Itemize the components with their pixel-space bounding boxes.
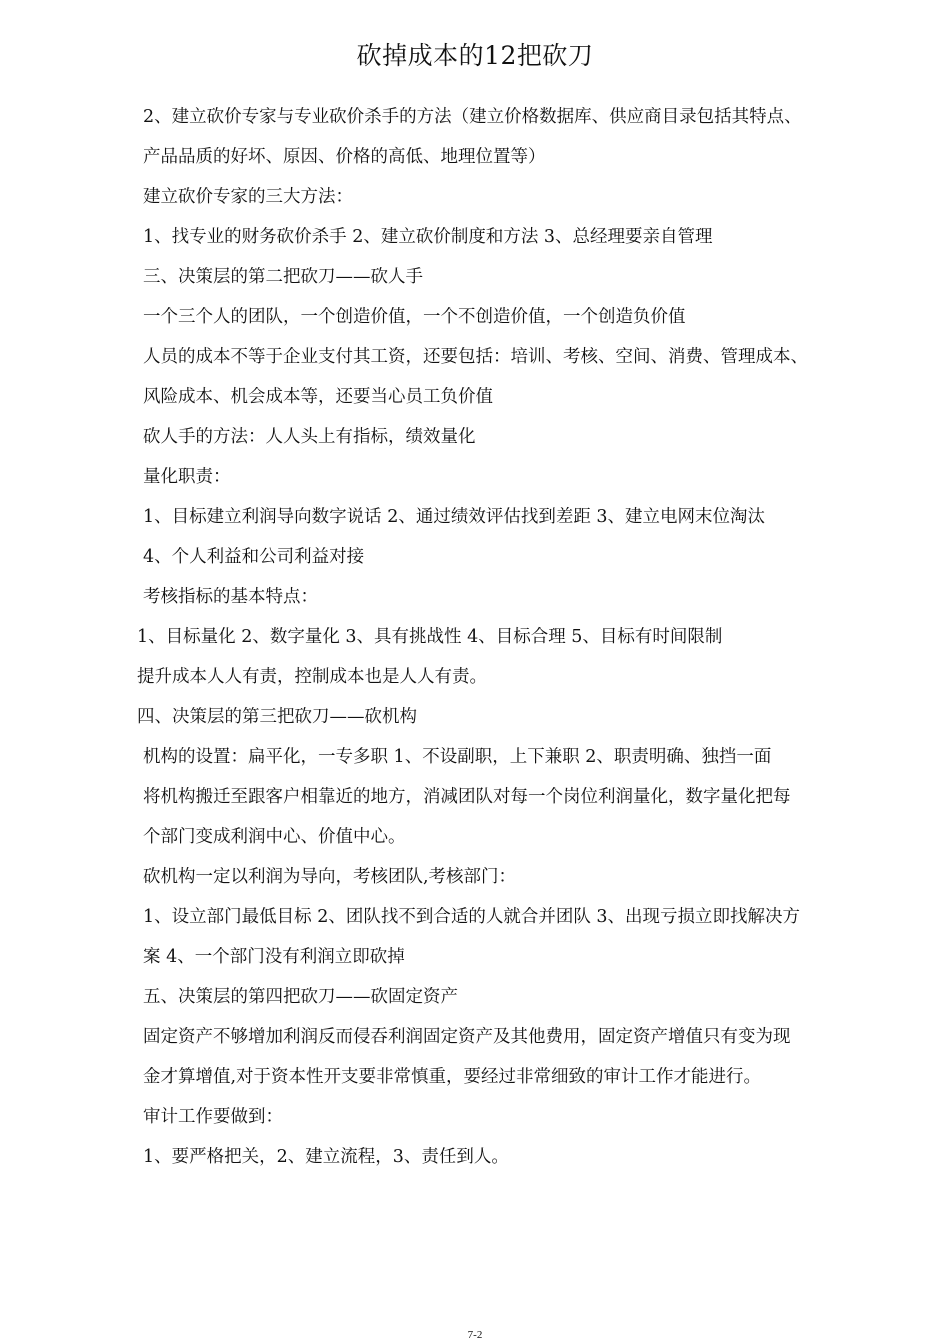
paragraph-line: 审计工作要做到： [143, 1107, 283, 1127]
page-number: 7-2 [467, 1329, 483, 1341]
paragraph-line: 固定资产不够增加利润反而侵吞利润固定资产及其他费用，固定资产增值只有变为现 [143, 1027, 791, 1047]
paragraph-line: 提升成本人人有责，控制成本也是人人有责。 [137, 667, 487, 687]
section-heading: 三、决策层的第二把砍刀——砍人手 [143, 267, 423, 287]
section-heading: 五、决策层的第四把砍刀——砍固定资产 [143, 987, 458, 1007]
paragraph-line: 1、找专业的财务砍价杀手 2、建立砍价制度和方法 3、总经理要亲自管理 [143, 227, 713, 247]
paragraph-line: 考核指标的基本特点： [143, 587, 318, 607]
paragraph-line: 金才算增值,对于资本性开支要非常慎重，要经过非常细致的审计工作才能进行。 [143, 1067, 762, 1087]
document-body [0, 97, 950, 1177]
section-heading: 四、决策层的第三把砍刀——砍机构 [137, 707, 417, 727]
paragraph-line: 建立砍价专家的三大方法： [143, 187, 353, 207]
paragraph-line: 一个三个人的团队，一个创造价值，一个不创造价值，一个创造负价值 [143, 307, 686, 327]
paragraph-line: 人员的成本不等于企业支付其工资，还要包括：培训、考核、空间、消费、管理成本、 [143, 347, 808, 367]
paragraph-line: 4、个人利益和公司利益对接 [143, 547, 365, 567]
paragraph-line: 1、目标建立利润导向数字说话 2、通过绩效评估找到差距 3、建立电网末位淘汰 [143, 507, 766, 527]
paragraph-line: 风险成本、机会成本等，还要当心员工负价值 [143, 387, 493, 407]
paragraph-line: 1、目标量化 2、数字量化 3、具有挑战性 4、目标合理 5、目标有时间限制 [137, 627, 723, 647]
paragraph-line: 量化职责： [143, 467, 231, 487]
paragraph-line: 产品品质的好坏、原因、价格的高低、地理位置等） [143, 147, 546, 167]
paragraph-line: 2、建立砍价专家与专业砍价杀手的方法（建立价格数据库、供应商目录包括其特点、 [143, 107, 802, 127]
page-title: 砍掉成本的12把砍刀 [356, 41, 594, 70]
paragraph-line: 将机构搬迁至跟客户相靠近的地方，消减团队对每一个岗位利润量化，数字量化把每 [143, 787, 791, 807]
paragraph-line: 案 4、一个部门没有利润立即砍掉 [143, 947, 405, 967]
paragraph-line: 1、要严格把关，2、建立流程，3、责任到人。 [143, 1147, 509, 1167]
paragraph-line: 机构的设置：扁平化，一专多职 1、不设副职，上下兼职 2、职责明确、独挡一面 [143, 747, 772, 767]
paragraph-line: 砍机构一定以利润为导向，考核团队,考核部门： [143, 867, 517, 887]
paragraph-line: 1、设立部门最低目标 2、团队找不到合适的人就合并团队 3、出现亏损立即找解决方 [143, 907, 801, 927]
paragraph-line: 砍人手的方法：人人头上有指标，绩效量化 [143, 427, 476, 447]
paragraph-line: 个部门变成利润中心、价值中心。 [143, 827, 406, 847]
